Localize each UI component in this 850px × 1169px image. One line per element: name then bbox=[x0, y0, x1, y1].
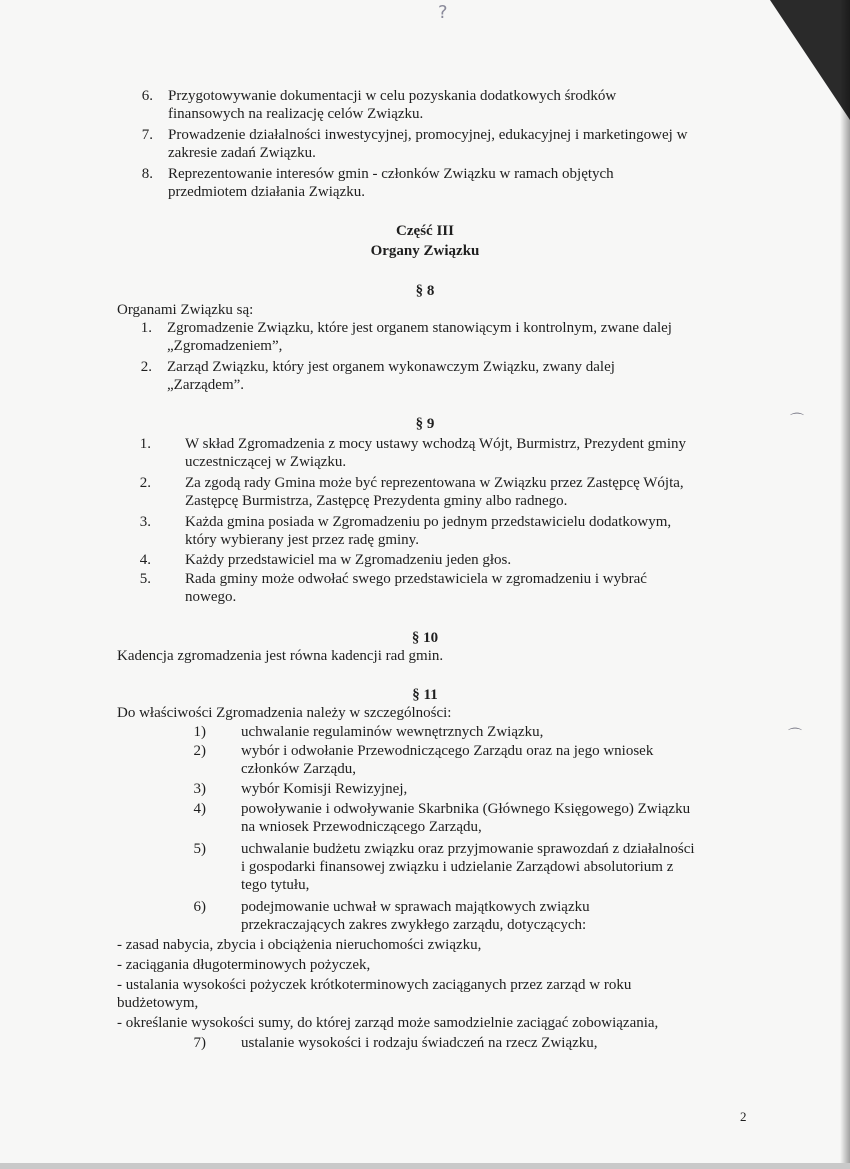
list-item-number: 5) bbox=[193, 841, 206, 857]
part-subtitle: Organy Związku bbox=[370, 243, 480, 259]
list-item-number: 4. bbox=[139, 552, 151, 568]
list-item-text: członków Zarządu, bbox=[241, 761, 356, 777]
list-item-text: powoływanie i odwoływanie Skarbnika (Głównego Księgowego) Związku bbox=[241, 801, 691, 817]
list-item-number: 3. bbox=[139, 514, 151, 530]
list-item-number: 5. bbox=[139, 571, 151, 587]
list-item-text: Rada gminy może odwołać swego przedstawiciela w zgromadzeniu i wybrać bbox=[185, 571, 647, 587]
list-item-number: 2) bbox=[193, 743, 206, 759]
scan-corner-shadow bbox=[770, 0, 850, 120]
scan-speck-icon: ⌒ bbox=[788, 728, 802, 744]
list-item-number: 1. bbox=[139, 436, 151, 452]
list-item-text: W skład Zgromadzenia z mocy ustawy wchodzą Wójt, Burmistrz, Prezydent gminy bbox=[185, 436, 686, 452]
list-item-text: „Zarządem”. bbox=[167, 377, 245, 393]
list-item-text: Prowadzenie działalności inwestycyjnej, promocyjnej, edukacyjnej i marketingowej w bbox=[168, 127, 688, 143]
list-item-text: Zarząd Związku, który jest organem wykonawczym Związku, zwany dalej bbox=[167, 359, 615, 375]
section-intro: Do właściwości Zgromadzenia należy w szczególności: bbox=[117, 705, 452, 721]
scan-edge-shadow bbox=[840, 0, 850, 1169]
list-item-number: 7) bbox=[193, 1035, 206, 1051]
list-item-text: Za zgodą rady Gmina może być reprezentowana w Związku przez Zastępcę Wójta, bbox=[185, 475, 684, 491]
list-item-number: 6) bbox=[193, 899, 206, 915]
list-item-text: Każdy przedstawiciel ma w Zgromadzeniu jeden głos. bbox=[185, 552, 512, 568]
list-item-text: tego tytułu, bbox=[241, 877, 310, 893]
list-item-text: uczestniczącej w Związku. bbox=[185, 454, 347, 470]
list-item-number: 6. bbox=[141, 88, 153, 104]
dash-list-item: - zaciągania długoterminowych pożyczek, bbox=[117, 957, 371, 973]
dash-list-item: - ustalania wysokości pożyczek krótkoterminowych zaciąganych przez zarząd w roku bbox=[117, 977, 632, 993]
list-item-text: Zastępcę Burmistrza, Zastępcę Prezydenta gminy albo radnego. bbox=[185, 493, 568, 509]
list-item-text: nowego. bbox=[185, 589, 237, 605]
section-text: Kadencja zgromadzenia jest równa kadencji rad gmin. bbox=[117, 648, 444, 664]
list-item-text: przedmiotem działania Związku. bbox=[168, 184, 365, 200]
scan-bottom-edge bbox=[0, 1163, 850, 1169]
dash-list-item: - zasad nabycia, zbycia i obciążenia nieruchomości związku, bbox=[117, 937, 482, 953]
list-item-text: uchwalanie budżetu związku oraz przyjmowanie sprawozdań z działalności bbox=[241, 841, 695, 857]
dash-list-item: budżetowym, bbox=[117, 995, 199, 1011]
page-number: 2 bbox=[740, 1109, 747, 1124]
list-item-text: przekraczających zakres zwykłego zarządu, dotyczących: bbox=[241, 917, 587, 933]
section-heading-11: § 11 bbox=[412, 687, 438, 703]
list-item-text: finansowych na realizację celów Związku. bbox=[168, 106, 424, 122]
list-item-number: 1) bbox=[193, 724, 206, 740]
top-handwritten-mark: ? bbox=[438, 2, 448, 23]
section-heading-8: § 8 bbox=[415, 283, 435, 299]
list-item-text: Reprezentowanie interesów gmin - członków Związku w ramach objętych bbox=[168, 166, 614, 182]
list-item-number: 1. bbox=[140, 320, 152, 336]
list-item-text: wybór Komisji Rewizyjnej, bbox=[241, 781, 408, 797]
list-item-number: 4) bbox=[193, 801, 206, 817]
part-title: Część III bbox=[396, 223, 454, 239]
list-item-text: zakresie zadań Związku. bbox=[168, 145, 316, 161]
list-item-text: Przygotowywanie dokumentacji w celu pozyskania dodatkowych środków bbox=[168, 88, 617, 104]
list-item-text: wybór i odwołanie Przewodniczącego Zarządu oraz na jego wniosek bbox=[241, 743, 654, 759]
list-item-text: ustalanie wysokości i rodzaju świadczeń na rzecz Związku, bbox=[241, 1035, 598, 1051]
list-item-text: Zgromadzenie Związku, które jest organem stanowiącym i kontrolnym, zwane dalej bbox=[167, 320, 672, 336]
list-item-number: 2. bbox=[140, 359, 152, 375]
section-intro: Organami Związku są: bbox=[117, 302, 254, 318]
list-item-number: 7. bbox=[141, 127, 153, 143]
list-item-number: 2. bbox=[139, 475, 151, 491]
list-item-text: na wniosek Przewodniczącego Zarządu, bbox=[241, 819, 482, 835]
list-item-number: 3) bbox=[193, 781, 206, 797]
dash-list-item: - określanie wysokości sumy, do której zarząd może samodzielnie zaciągać zobowiązania, bbox=[117, 1015, 659, 1031]
list-item-text: „Zgromadzeniem”, bbox=[167, 338, 283, 354]
section-heading-10: § 10 bbox=[411, 630, 439, 646]
list-item-text: uchwalanie regulaminów wewnętrznych Związku, bbox=[241, 724, 544, 740]
scan-speck-icon: ⌒ bbox=[790, 413, 804, 429]
section-heading-9: § 9 bbox=[415, 416, 435, 432]
list-item-text: i gospodarki finansowej związku i udzielanie Zarządowi absolutorium z bbox=[241, 859, 674, 875]
list-item-number: 8. bbox=[141, 166, 153, 182]
list-item-text: Każda gmina posiada w Zgromadzeniu po jednym przedstawicielu dodatkowym, bbox=[185, 514, 672, 530]
list-item-text: podejmowanie uchwał w sprawach majątkowych związku bbox=[241, 899, 590, 915]
list-item-text: który wybierany jest przez radę gminy. bbox=[185, 532, 419, 548]
